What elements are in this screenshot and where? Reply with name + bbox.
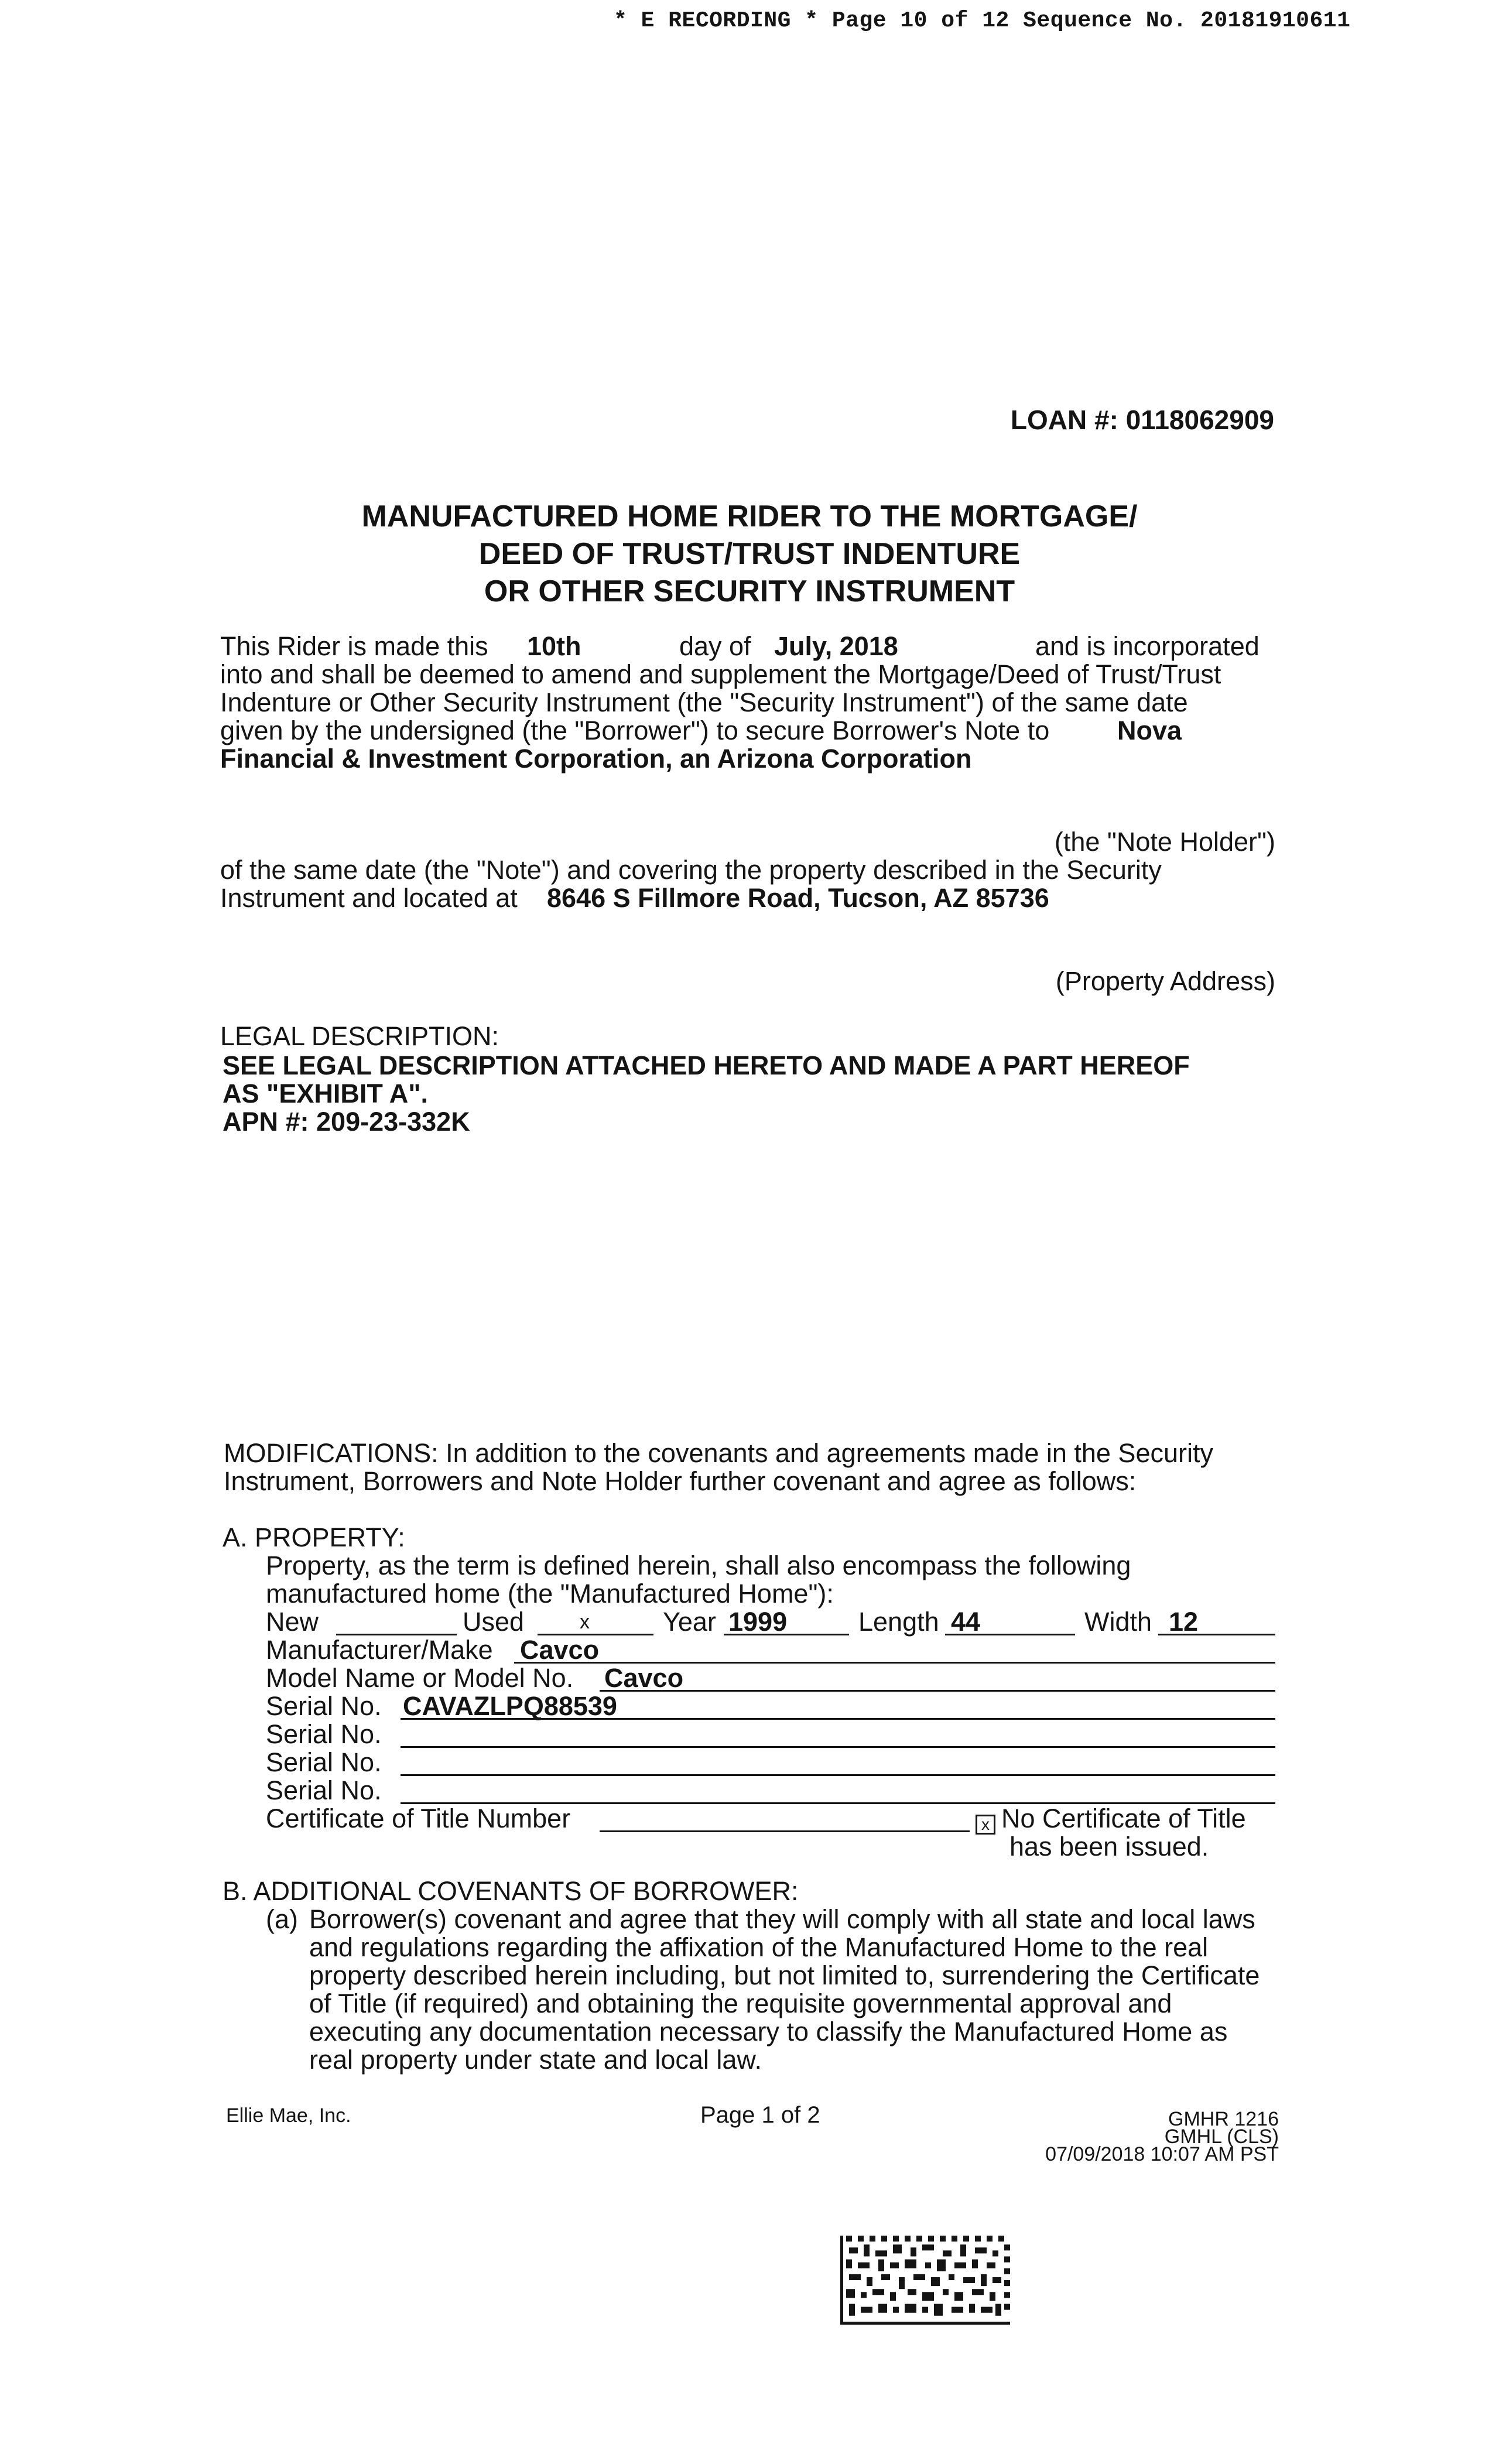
footer-vendor: Ellie Mae, Inc. xyxy=(226,2104,351,2127)
certificate-field xyxy=(600,1830,970,1832)
property-line-1: Property, as the term is defined herein, shall also encompass the following xyxy=(266,1551,1131,1580)
covenant-line-6: real property under state and local law. xyxy=(309,2045,762,2075)
modifications-line-1: MODIFICATIONS: In addition to the covenants and agreements made in the Security xyxy=(224,1438,1213,1468)
serial-field-2 xyxy=(401,1746,1275,1748)
covenant-line-5: executing any documentation necessary to classify the Manufactured Home as xyxy=(309,2017,1228,2047)
intro-located-prefix: Instrument and located at xyxy=(220,883,518,913)
serial-field-3 xyxy=(401,1774,1275,1776)
legal-line-2: AS "EXHIBIT A". xyxy=(223,1079,429,1108)
length-label: Length xyxy=(858,1607,939,1637)
serial-value-1: CAVAZLPQ88539 xyxy=(403,1691,617,1721)
property-heading: A. PROPERTY: xyxy=(223,1522,405,1552)
intro-made-this: This Rider is made this xyxy=(220,631,488,661)
intro-same-date: of the same date (the "Note") and covering the property described in the Security xyxy=(220,855,1162,885)
intro-day-of: day of xyxy=(679,631,751,661)
lender-name-part-2: Financial & Investment Corporation, an Arizona Corporation xyxy=(220,744,972,774)
intro-incorporated: and is incorporated xyxy=(1035,631,1260,661)
length-value: 44 xyxy=(951,1607,981,1637)
footer-form-code: GMHR 1216 xyxy=(1168,2108,1279,2130)
footer-timestamp: 07/09/2018 10:07 AM PST xyxy=(1045,2143,1279,2165)
serial-label-4: Serial No. xyxy=(266,1775,382,1805)
legal-line-1: SEE LEGAL DESCRIPTION ATTACHED HERETO AND MADE A PART HEREOF xyxy=(223,1050,1190,1080)
serial-label-3: Serial No. xyxy=(266,1747,382,1777)
model-field xyxy=(600,1690,1275,1692)
make-value: Cavco xyxy=(520,1635,600,1665)
covenant-line-1: Borrower(s) covenant and agree that they will comply with all state and local laws xyxy=(309,1904,1255,1934)
model-label: Model Name or Model No. xyxy=(266,1663,574,1693)
lender-name-part-1: Nova xyxy=(1117,716,1182,745)
property-address-value: 8646 S Fillmore Road, Tucson, AZ 85736 xyxy=(547,883,1049,913)
legal-heading: LEGAL DESCRIPTION: xyxy=(220,1021,499,1051)
year-label: Year xyxy=(663,1607,716,1637)
intro-line-4: given by the undersigned (the "Borrower") to secure Borrower's Note to xyxy=(220,716,1050,745)
2d-barcode-icon xyxy=(840,2236,1010,2325)
note-holder-label: (the "Note Holder") xyxy=(1054,827,1275,857)
apn-number: APN #: 209-23-332K xyxy=(223,1107,470,1137)
width-value: 12 xyxy=(1169,1607,1199,1637)
checkbox-checked-icon: x xyxy=(976,1815,995,1835)
loan-number: LOAN #: 0118062909 xyxy=(1010,405,1274,435)
intro-line-3: Indenture or Other Security Instrument (the "Security Instrument") of the same date xyxy=(220,687,1188,717)
footer-form-type: GMHL (CLS) xyxy=(1164,2126,1279,2148)
title-line-1: MANUFACTURED HOME RIDER TO THE MORTGAGE/ xyxy=(361,499,1138,533)
intro-day-value: 10th xyxy=(527,631,581,661)
certificate-label: Certificate of Title Number xyxy=(266,1803,571,1833)
property-address-label: (Property Address) xyxy=(1055,966,1275,996)
serial-label-2: Serial No. xyxy=(266,1719,382,1749)
new-label: New xyxy=(266,1607,319,1637)
make-label: Manufacturer/Make xyxy=(266,1635,493,1665)
model-value: Cavco xyxy=(604,1663,684,1693)
covenant-line-4: of Title (if required) and obtaining the requisite governmental approval and xyxy=(309,1989,1172,2018)
serial-label-1: Serial No. xyxy=(266,1691,382,1721)
covenant-line-3: property described herein including, but not limited to, surrendering the Certificate xyxy=(309,1960,1260,1990)
footer-page-number: Page 1 of 2 xyxy=(700,2102,820,2128)
covenant-item-a-label: (a) xyxy=(266,1904,298,1934)
no-certificate-line-1: No Certificate of Title xyxy=(1001,1803,1246,1833)
intro-line-2: into and shall be deemed to amend and supplement the Mortgage/Deed of Trust/Trust xyxy=(220,659,1221,689)
year-value: 1999 xyxy=(728,1607,788,1637)
property-line-2: manufactured home (the "Manufactured Home"): xyxy=(266,1579,834,1609)
used-check-mark: x xyxy=(580,1611,590,1633)
covenants-heading: B. ADDITIONAL COVENANTS OF BORROWER: xyxy=(223,1876,799,1906)
covenant-line-2: and regulations regarding the affixation of the Manufactured Home to the real xyxy=(309,1932,1209,1962)
no-certificate-checkbox xyxy=(976,1805,1246,1835)
recording-header: * E RECORDING * Page 10 of 12 Sequence No. 20181910611 xyxy=(614,8,1351,33)
no-certificate-line-2: has been issued. xyxy=(1009,1832,1209,1861)
title-line-3: OR OTHER SECURITY INSTRUMENT xyxy=(484,574,1015,608)
modifications-line-2: Instrument, Borrowers and Note Holder further covenant and agree as follows: xyxy=(224,1466,1137,1496)
intro-date-value: July, 2018 xyxy=(774,631,898,661)
used-label: Used xyxy=(463,1607,525,1637)
width-label: Width xyxy=(1084,1607,1152,1637)
title-line-2: DEED OF TRUST/TRUST INDENTURE xyxy=(478,537,1021,571)
